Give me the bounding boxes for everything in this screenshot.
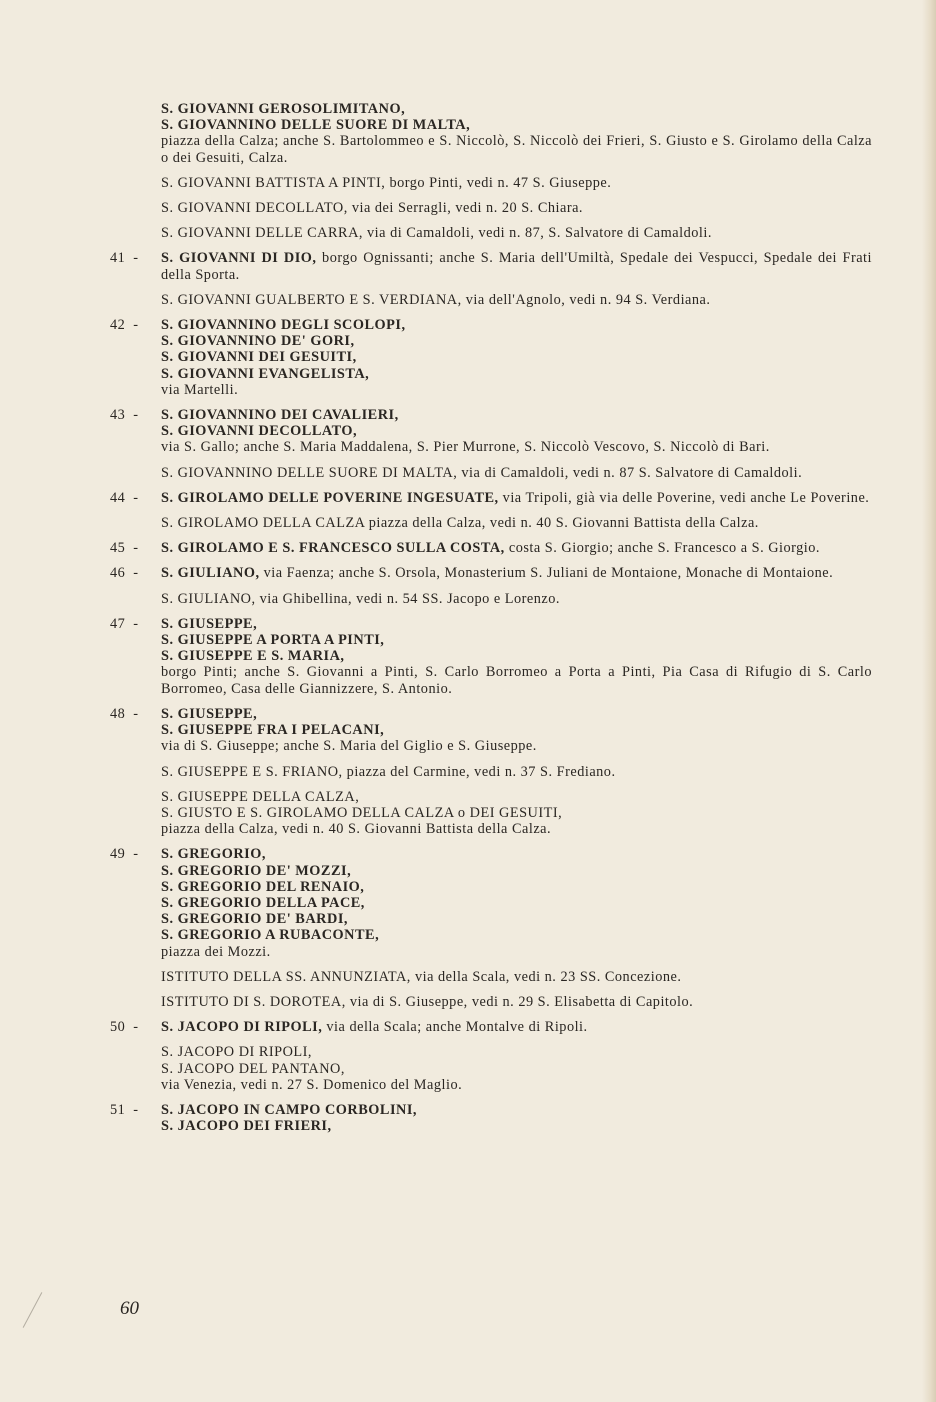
entry-number: 48 - [110, 705, 139, 722]
page-edge [922, 0, 936, 1402]
entry-text [161, 540, 872, 556]
church-name: S. GIOVANNI DI DIO, [161, 250, 317, 267]
index-entry [110, 764, 872, 780]
cross-reference: S. GIULIANO, via Ghibellina, vedi n. 54 SS. Jacopo e Lorenzo. [161, 590, 560, 607]
entry-number: 42 - [110, 317, 139, 334]
church-name: S. GIUSEPPE, [161, 705, 258, 722]
index-entry [110, 994, 872, 1010]
cross-reference: ISTITUTO DI S. DOROTEA, via di S. Giuseppe, vedi n. 29 S. Elisabetta di Capitolo. [161, 993, 694, 1010]
cross-reference: S. GIOVANNINO DELLE SUORE DI MALTA, via di Camaldoli, vedi n. 87 S. Salvatore di Camaldoli. [161, 464, 803, 481]
entry-number: 51 - [110, 1101, 139, 1118]
entry-text [161, 490, 872, 506]
index-entry [110, 1102, 872, 1134]
index-entry [110, 540, 872, 556]
church-name: S. JACOPO IN CAMPO CORBOLINI, [161, 1101, 417, 1118]
index-entry [110, 515, 872, 531]
entry-description: via Tripoli, già via delle Poverine, vedi anche Le Poverine. [502, 489, 870, 506]
index-entry [110, 591, 872, 607]
church-name: S. GIUSEPPE A PORTA A PINTI, [161, 632, 385, 649]
cross-reference: S. GIROLAMO DELLA CALZA piazza della Calza, vedi n. 40 S. Giovanni Battista della Calza. [161, 515, 759, 532]
entry-description: costa S. Giorgio; anche S. Francesco a S. Giorgio. [508, 540, 821, 557]
index-entry [110, 1044, 872, 1093]
entry-line: S. JACOPO DEL PANTANO, [161, 1060, 345, 1077]
church-name: S. GIUSEPPE, [161, 615, 258, 632]
entry-number: 41 - [110, 250, 139, 267]
church-name: S. GIOVANNINO DEI CAVALIERI, [161, 407, 399, 424]
cross-reference: S. GIOVANNI DELLE CARRA, via di Camaldoli, vedi n. 87, S. Salvatore di Camaldoli. [161, 225, 712, 242]
entry-description: borgo Ognissanti; anche S. Maria dell'Umiltà, Spedale dei Vespucci, Spedale dei Frati della Sporta. [161, 250, 873, 283]
index-entry [110, 846, 872, 959]
church-name: S. GIROLAMO DELLE POVERINE INGESUATE, [161, 489, 499, 506]
margin-mark [23, 1292, 43, 1328]
entry-number: 46 - [110, 565, 139, 582]
cross-reference: S. GIOVANNI GUALBERTO E S. VERDIANA, via dell'Agnolo, vedi n. 94 S. Verdiana. [161, 291, 711, 308]
index-entry [110, 565, 872, 581]
church-name: S. GIOVANNINO DE' GORI, [161, 333, 355, 350]
page-number: 60 [120, 1298, 139, 1319]
index-entry [110, 225, 872, 241]
entry-number: 50 - [110, 1019, 139, 1036]
entry-text [161, 1019, 872, 1035]
entry-line: via Venezia, vedi n. 27 S. Domenico del Maglio. [161, 1076, 463, 1093]
entry-text [161, 250, 872, 282]
church-name: S. GREGORIO A RUBACONTE, [161, 927, 380, 944]
entry-number: 47 - [110, 615, 139, 632]
entry-line: S. GIUSEPPE DELLA CALZA, [161, 788, 360, 805]
index-entry [110, 706, 872, 755]
cross-reference: S. GIOVANNI DECOLLATO, via dei Serragli, vedi n. 20 S. Chiara. [161, 200, 583, 217]
entry-description: borgo Pinti; anche S. Giovanni a Pinti, S. Carlo Borromeo a Porta a Pinti, Pia Casa di Rifugio di S. Carlo Borromeo, Casa delle Giannizzere, S. Antonio. [161, 664, 872, 697]
church-name: S. JACOPO DI RIPOLI, [161, 1019, 323, 1036]
church-name: S. GREGORIO, [161, 846, 266, 863]
church-name: S. GIROLAMO E S. FRANCESCO SULLA COSTA, [161, 540, 505, 557]
church-name: S. GREGORIO DEL RENAIO, [161, 878, 365, 895]
index-entry [110, 292, 872, 308]
entry-description: piazza dei Mozzi. [161, 943, 271, 960]
entry-line: S. GIUSTO E S. GIROLAMO DELLA CALZA o DEI GESUITI, [161, 804, 563, 821]
cross-reference: S. GIOVANNI BATTISTA A PINTI, borgo Pinti, vedi n. 47 S. Giuseppe. [161, 174, 612, 191]
church-name: S. GIUSEPPE E S. MARIA, [161, 648, 345, 665]
index-entry [110, 1019, 872, 1035]
entry-description: via di S. Giuseppe; anche S. Maria del Giglio e S. Giuseppe. [161, 738, 537, 755]
church-name: S. GIUSEPPE FRA I PELACANI, [161, 722, 385, 739]
entry-description: via S. Gallo; anche S. Maria Maddalena, S. Pier Murrone, S. Niccolò Vescovo, S. Niccolò di Bari. [161, 439, 770, 456]
entry-description: piazza della Calza; anche S. Bartolommeo e S. Niccolò, S. Niccolò dei Frieri, S. Giusto e S. Girolamo della Calza o dei Gesuiti, Calza. [161, 133, 872, 166]
index-entry [110, 969, 872, 985]
entry-description: via della Scala; anche Montalve di Ripoli. [326, 1019, 588, 1036]
church-name: S. GIOVANNI DECOLLATO, [161, 423, 358, 440]
church-name: S. GREGORIO DELLA PACE, [161, 894, 365, 911]
index-entry [110, 407, 872, 456]
church-name: S. JACOPO DEI FRIERI, [161, 1118, 332, 1135]
entry-number: 43 - [110, 407, 139, 424]
index-entry [110, 465, 872, 481]
entry-line: S. JACOPO DI RIPOLI, [161, 1044, 313, 1061]
index-entry [110, 490, 872, 506]
entry-number: 45 - [110, 540, 139, 557]
index-entry [110, 250, 872, 282]
church-name: S. GIULIANO, [161, 565, 260, 582]
church-name: S. GIOVANNI GEROSOLIMITANO, [161, 101, 406, 117]
entry-description: via Martelli. [161, 381, 239, 398]
index-entry [110, 317, 872, 398]
church-name: S. GIOVANNI DEI GESUITI, [161, 349, 357, 366]
church-name: S. GIOVANNI EVANGELISTA, [161, 365, 370, 382]
index-entry [110, 616, 872, 697]
entry-number: 49 - [110, 846, 139, 863]
index-entry [110, 101, 872, 166]
church-name: S. GIOVANNINO DEGLI SCOLOPI, [161, 317, 406, 334]
index-entry [110, 175, 872, 191]
index-list [110, 101, 872, 1143]
entry-line: piazza della Calza, vedi n. 40 S. Giovanni Battista della Calza. [161, 821, 552, 838]
church-name: S. GREGORIO DE' BARDI, [161, 911, 348, 928]
cross-reference: S. GIUSEPPE E S. FRIANO, piazza del Carmine, vedi n. 37 S. Frediano. [161, 763, 616, 780]
entry-description: via Faenza; anche S. Orsola, Monasterium S. Juliani de Montaione, Monache di Montaione. [263, 565, 834, 582]
entry-text [161, 565, 872, 581]
church-name: S. GIOVANNINO DELLE SUORE DI MALTA, [161, 117, 471, 134]
index-entry [110, 200, 872, 216]
entry-number: 44 - [110, 489, 139, 506]
church-name: S. GREGORIO DE' MOZZI, [161, 862, 352, 879]
index-entry [110, 789, 872, 838]
cross-reference: ISTITUTO DELLA SS. ANNUNZIATA, via della Scala, vedi n. 23 SS. Concezione. [161, 968, 682, 985]
